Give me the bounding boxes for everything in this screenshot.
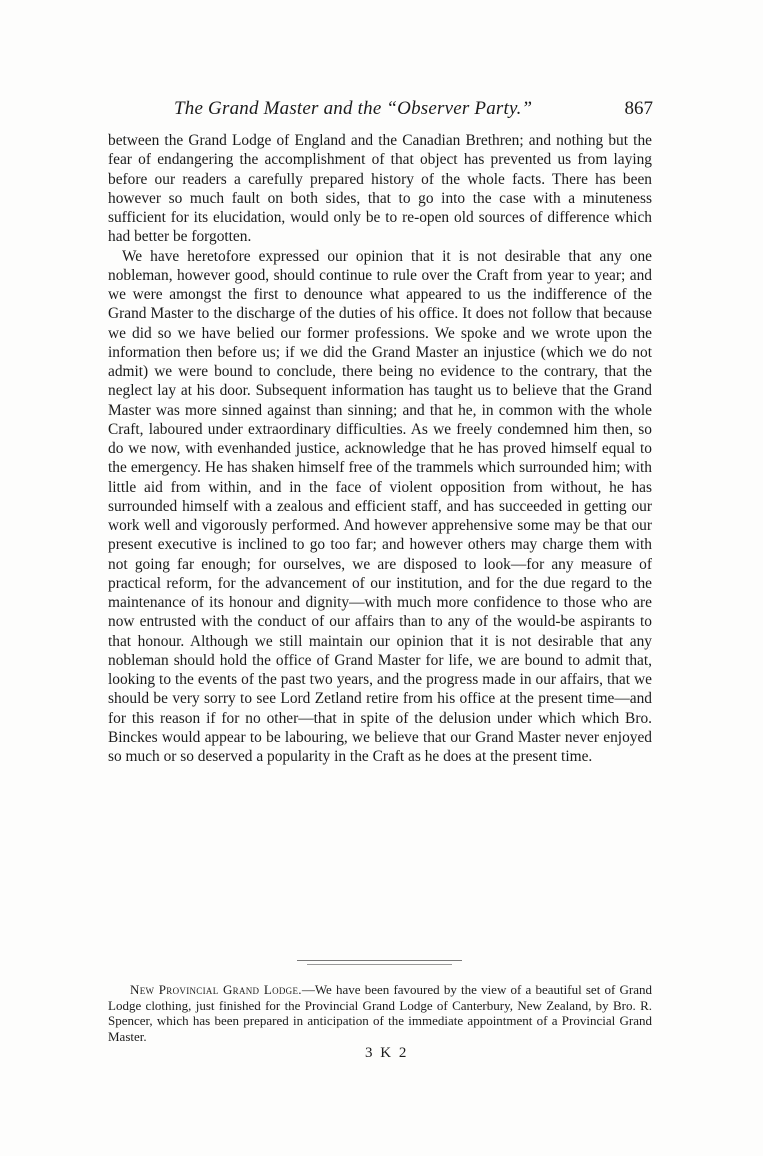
divider-line-top: [297, 960, 462, 961]
paragraph-continuation: between the Grand Lodge of England and the Canadian Brethren; and nothing but the fear of endangering the accomplishment of that object has prevented us from laying before our readers a carefully prepared history of the whole facts. There has been however so much fault on both sides, that to go into the case with a minuteness sufficient for its elucidation, would only be to re-open old sources of difference which had better be forgotten.: [108, 132, 652, 246]
running-head: [108, 98, 653, 124]
paragraph-opinion: We have heretofore expressed our opinion that it is not desirable that any one nobleman, however good, should continue to rule over the Craft from year to year; and we were amongst the first to denounce what appeared to us the indifference of the Grand Master to the discharge of the duties of his office. It does not follow that because we did so we have belied our former professions. We spoke and we wrote upon the information then before us; if we did the Grand Master an injustice (which we do not admit) we were bound to conclude, there being no evidence to the contrary, that the neglect lay at his door. Subsequent information has taught us to believe that the Grand Master was more sinned against than sinning; and that he, in common with the whole Craft, laboured under extraordinary difficulties. As we freely condemned him then, so do we now, with evenhanded justice, acknowledge that he has proved himself equal to the emergency. He has shaken himself free of the trammels which surrounded him; with little aid from within, and in the face of violent opposition from without, he has surrounded himself with a zealous and efficient staff, and has succeeded in getting our work well and vigorously performed. And however apprehensive some may be that our present executive is inclined to go too far; and however others may charge them with not going far enough; for ourselves, we are disposed to look—for any measure of practical reform, for the advancement of our institution, and for the due regard to the maintenance of its honour and dignity—with much more confidence to those who are now entrusted with the conduct of our affairs than to any of the would-be aspirants to that honour. Although we still maintain our opinion that it is not desirable that any nobleman should hold the office of Grand Master for life, we are bound to admit that, looking to the events of the past two years, and the progress made in our affairs, that we should be very sorry to see Lord Zetland retire from his office at the present time—and for this reason if for no other—that in spite of the delusion under which which Bro. Binckes would appear to be labouring, we believe that our Grand Master never enjoyed so much or so deserved a popularity in the Craft as he does at the present time.: [108, 247, 652, 765]
news-note: [108, 982, 652, 1044]
divider-line-bottom: [307, 964, 452, 965]
news-note-text: —We have been favoured by the view of a beautiful set of Grand Lodge clothing, just finished for the Provincial Grand Lodge of Canterbury, New Zealand, by Bro. R. Spencer, which has been prepared in anticipation of the immediate appointment of a Provincial Grand Master.: [108, 982, 652, 1044]
section-divider: [297, 960, 462, 966]
news-note-heading: New Provincial Grand Lodge.: [130, 982, 302, 997]
signature-mark: 3 K 2: [365, 1045, 409, 1061]
running-title: The Grand Master and the “Observer Party.”: [174, 98, 533, 119]
page-number: 867: [624, 98, 653, 119]
article-body: [108, 131, 652, 766]
